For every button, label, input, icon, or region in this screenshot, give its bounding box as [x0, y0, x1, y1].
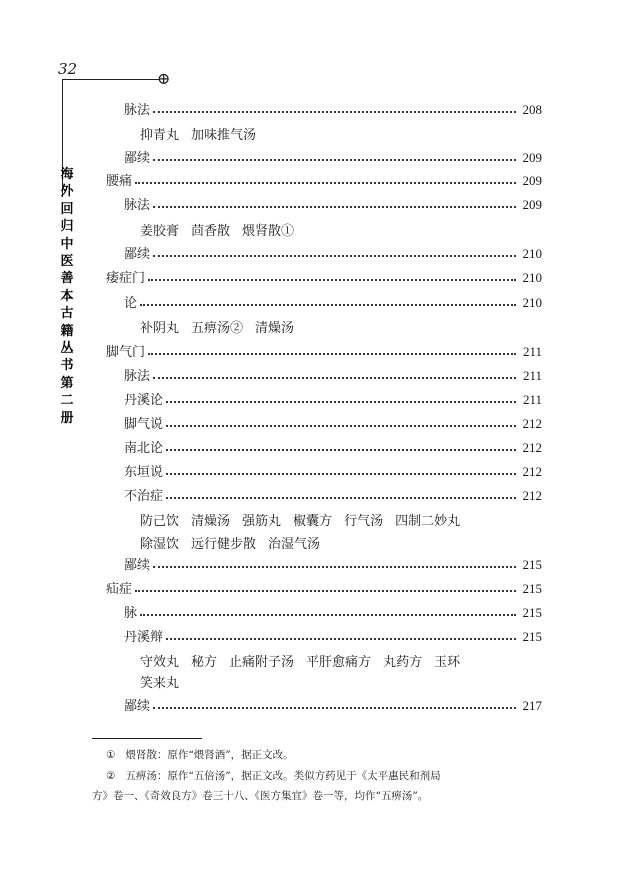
series-title-vertical: [56, 166, 78, 427]
leader-dots: [153, 111, 516, 113]
toc-entry[interactable]: [124, 623, 542, 645]
toc-page: 215: [522, 557, 542, 572]
leader-dots: [153, 377, 516, 379]
series-title-char: 册: [60, 410, 74, 426]
toc-page: 212: [522, 488, 542, 503]
toc-entry[interactable]: [124, 96, 542, 118]
toc-label: 腰痛: [106, 174, 133, 189]
series-title-char: 书: [60, 358, 74, 374]
toc-label: 鄙续: [124, 247, 151, 262]
series-title-char: 第: [60, 375, 74, 391]
series-title-char: 古: [60, 306, 74, 322]
toc-entry[interactable]: [124, 551, 542, 573]
leader-dots: [135, 590, 516, 592]
toc-entry[interactable]: [124, 482, 542, 504]
toc-label: 脉法: [124, 198, 151, 213]
toc-page: 208: [522, 102, 542, 117]
formula-name: 秘方: [191, 655, 218, 670]
formula-name: 清燥汤: [255, 321, 295, 336]
toc-entry[interactable]: [124, 289, 542, 311]
footnote: [106, 746, 536, 765]
toc-label: 不治症: [124, 489, 164, 504]
toc-page: 215: [522, 629, 542, 644]
toc-page: 212: [522, 416, 542, 431]
toc-subitems: [140, 672, 191, 691]
footnote-text: 方》卷一、《奇效良方》卷三十八、《医方集宜》卷一等，均作“五痹汤”。: [92, 790, 429, 802]
leader-dots: [166, 425, 516, 427]
toc-label: 脉法: [124, 103, 151, 118]
leader-dots: [153, 707, 516, 709]
toc-page: 210: [522, 295, 542, 310]
series-title-char: 回: [60, 201, 74, 217]
footnote-rule: [92, 738, 202, 739]
leader-dots: [166, 401, 516, 403]
page-number: 32: [58, 60, 78, 78]
series-title-char: 海: [60, 167, 74, 182]
toc-entry[interactable]: [124, 434, 542, 456]
formula-name: 平肝愈痛方: [306, 655, 372, 670]
leader-dots: [140, 304, 516, 306]
formula-name: 远行健步散: [191, 537, 257, 552]
leader-dots: [166, 473, 516, 475]
toc-label: 脚气说: [124, 417, 164, 432]
toc-page: 211: [522, 368, 542, 383]
toc-label: 鄙续: [124, 558, 151, 573]
toc-subitems: [140, 220, 306, 239]
toc-label: 疝症: [106, 582, 133, 597]
toc-entry[interactable]: [106, 338, 542, 360]
toc-label: 南北论: [124, 441, 164, 456]
leader-dots: [153, 159, 516, 161]
formula-name: 抑青丸: [140, 128, 180, 143]
toc-subitems: [140, 317, 306, 336]
toc-entry[interactable]: [124, 599, 542, 621]
toc-label: 脚气门: [106, 345, 146, 360]
toc-label: 鄙续: [124, 699, 151, 714]
formula-name: 治湿气汤: [268, 537, 321, 552]
series-title-char: 籍: [60, 323, 74, 339]
toc-entry[interactable]: [106, 575, 542, 597]
toc-entry[interactable]: [124, 692, 542, 714]
footnote-text: 五痹汤：原作“五倍汤”，据正文改。类似方药见于《太平惠民和剂局: [125, 770, 441, 782]
toc-entry[interactable]: [106, 167, 542, 189]
header-rule: [62, 79, 159, 80]
leader-dots: [153, 566, 516, 568]
toc-label: 脉法: [124, 369, 151, 384]
footnote-mark: ①: [106, 749, 116, 761]
leader-dots: [166, 638, 516, 640]
series-title-char: 善: [60, 271, 74, 287]
formula-name: 强筋丸: [242, 514, 282, 529]
toc-page: 209: [522, 150, 542, 165]
toc-label: 论: [124, 296, 138, 311]
formula-name: 五痹汤②: [191, 321, 244, 336]
leader-dots: [153, 255, 516, 257]
series-title-char: 中: [60, 236, 74, 252]
formula-name: 加味推气汤: [191, 128, 257, 143]
formula-name: 丸药方: [383, 655, 423, 670]
toc-subitems: [140, 510, 472, 529]
formula-name: 行气汤: [344, 514, 384, 529]
toc-label: 东垣说: [124, 465, 164, 480]
toc-entry[interactable]: [124, 240, 542, 262]
leader-dots: [166, 449, 516, 451]
series-title-char: 外: [60, 184, 74, 200]
series-title-char: 二: [60, 393, 74, 409]
leader-dots: [135, 182, 516, 184]
toc-entry[interactable]: [106, 264, 542, 286]
footnote-mark: ②: [106, 770, 116, 782]
toc-page: 217: [522, 698, 542, 713]
formula-name: 止痛附子汤: [229, 655, 295, 670]
series-title-char: 医: [60, 254, 74, 270]
toc-page: 210: [522, 270, 542, 285]
formula-name: 除湿饮: [140, 537, 180, 552]
formula-name: 守效丸: [140, 655, 180, 670]
formula-name: 煨肾散①: [242, 224, 295, 239]
footnote-continuation: [92, 787, 536, 806]
toc-entry[interactable]: [124, 191, 542, 213]
series-title-char: 归: [60, 219, 74, 235]
toc-subitems: [140, 533, 332, 552]
formula-name: 清燥汤: [191, 514, 231, 529]
leader-dots: [166, 497, 516, 499]
toc-subitems: [140, 651, 472, 670]
formula-name: 椒囊方: [293, 514, 333, 529]
formula-name: 姜胶膏: [140, 224, 180, 239]
footnote: [106, 767, 536, 786]
toc-entry[interactable]: [124, 410, 542, 432]
toc-page: 209: [522, 173, 542, 188]
toc-subitems: [140, 124, 268, 143]
toc-page: 209: [522, 197, 542, 212]
formula-name: 补阴丸: [140, 321, 180, 336]
toc-label: 丹溪论: [124, 393, 164, 408]
formula-name: 笑来丸: [140, 676, 180, 691]
footnote-text: 煨肾散：原作“煨肾酒”，据正文改。: [125, 749, 294, 761]
toc-page: 211: [522, 392, 542, 407]
toc-label: 丹溪辩: [124, 630, 164, 645]
series-title-char: 丛: [60, 341, 74, 357]
toc-label: 痿症门: [106, 271, 146, 286]
toc-page: 215: [522, 581, 542, 596]
leader-dots: [148, 353, 516, 355]
toc-entry[interactable]: [124, 458, 542, 480]
toc-entry[interactable]: [124, 386, 542, 408]
toc-page: 215: [522, 605, 542, 620]
toc-page: 211: [522, 344, 542, 359]
toc-label: 脉: [124, 606, 138, 621]
toc-entry[interactable]: [124, 362, 542, 384]
leader-dots: [153, 206, 516, 208]
formula-name: 防己饮: [140, 514, 180, 529]
formula-name: 茴香散: [191, 224, 231, 239]
ornament-icon: ⊕: [157, 69, 171, 88]
toc-page: 210: [522, 246, 542, 261]
toc-label: 鄙续: [124, 151, 151, 166]
leader-dots: [140, 614, 516, 616]
toc-page: 212: [522, 464, 542, 479]
toc-page: 212: [522, 440, 542, 455]
leader-dots: [148, 279, 516, 281]
series-title-char: 本: [60, 288, 74, 304]
formula-name: 四制二妙丸: [395, 514, 461, 529]
toc-entry[interactable]: [124, 144, 542, 166]
formula-name: 玉环: [434, 655, 461, 670]
